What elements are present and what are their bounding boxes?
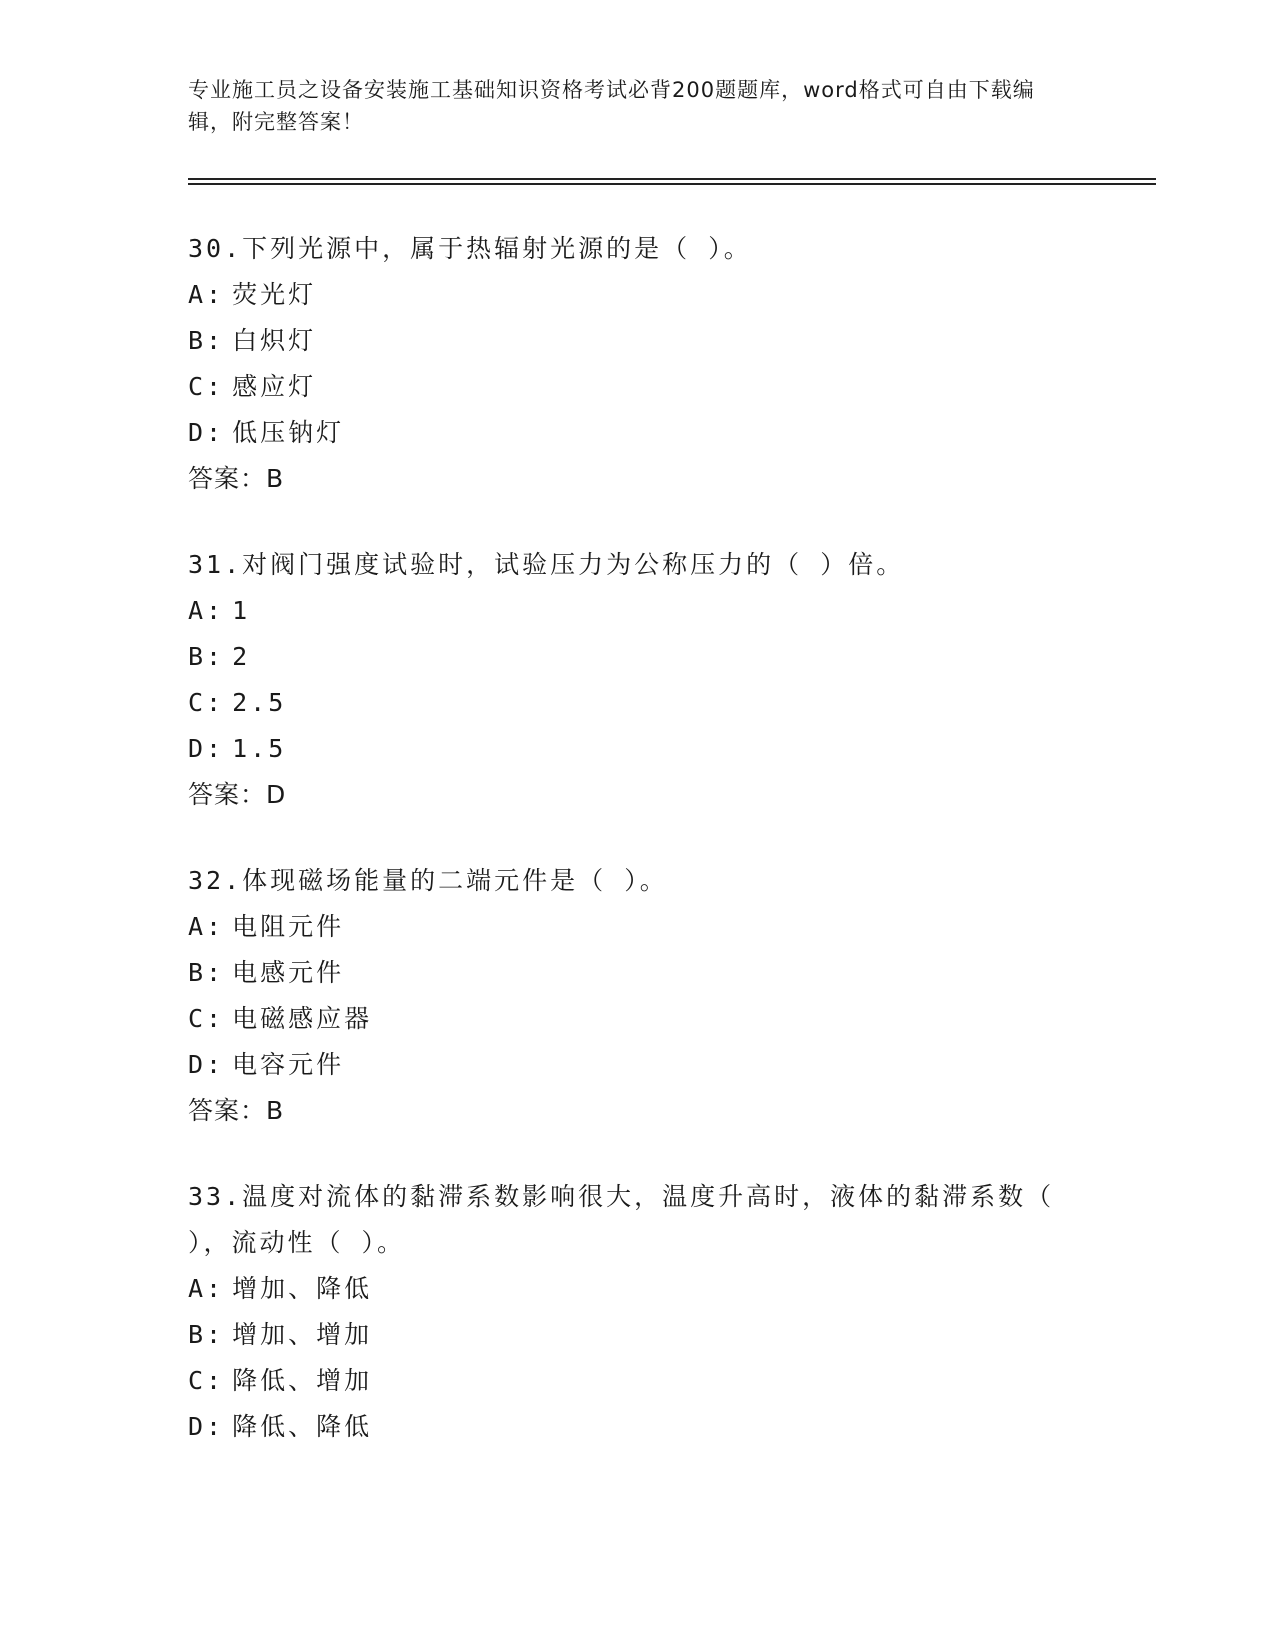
question-31 [188,542,1088,818]
option-d [188,726,1088,772]
option-text: 2 [232,642,251,671]
option-a [188,1266,1068,1312]
option-text: 电阻元件 [232,912,345,941]
option-key: B: [188,642,225,671]
option-text: 1.5 [232,734,287,763]
option-text: 降低、增加 [232,1366,373,1395]
option-text: 电磁感应器 [232,1004,373,1033]
option-text: 低压钠灯 [232,418,345,447]
option-a [188,272,1088,318]
option-c [188,364,1088,410]
option-key: A: [188,596,225,625]
option-d [188,1042,1088,1088]
header-divider-bottom [188,183,1156,185]
document-header-title: 专业施工员之设备安装施工基础知识资格考试必背200题题库，word格式可自由下载编辑，附完整答案！ [188,78,1035,134]
option-key: C: [188,1004,225,1033]
option-text: 感应灯 [232,372,317,401]
option-key: C: [188,1366,225,1395]
header-divider-top [188,178,1156,180]
question-33 [188,1174,1068,1450]
answer-label: 答案：D [188,780,287,809]
option-d [188,410,1088,456]
option-text: 降低、降低 [232,1412,373,1441]
option-d [188,1404,1068,1450]
option-key: A: [188,912,225,941]
answer-label: 答案：B [188,1096,285,1125]
option-a [188,904,1088,950]
option-text: 电感元件 [232,958,345,987]
option-b [188,318,1088,364]
option-key: B: [188,1320,225,1349]
option-key: D: [188,1050,225,1079]
question-stem: 31.对阀门强度试验时，试验压力为公称压力的（ ）倍。 [188,550,905,579]
option-a [188,588,1088,634]
option-b [188,634,1088,680]
option-key: C: [188,688,225,717]
option-key: D: [188,734,225,763]
answer-label: 答案：B [188,464,285,493]
question-stem: 32.体现磁场能量的二端元件是（ ）。 [188,866,668,895]
option-text: 增加、增加 [232,1320,373,1349]
option-b [188,1312,1068,1358]
option-text: 2.5 [232,688,287,717]
question-30 [188,226,1088,502]
option-c [188,996,1088,1042]
question-stem: 33.温度对流体的黏滞系数影响很大，温度升高时，液体的黏滞系数（ ），流动性（ ）。 [188,1182,1055,1257]
option-text: 白炽灯 [232,326,317,355]
question-stem: 30.下列光源中，属于热辐射光源的是（ ）。 [188,234,752,263]
option-c [188,1358,1068,1404]
option-key: B: [188,326,225,355]
option-text: 增加、降低 [232,1274,373,1303]
option-text: 1 [232,596,251,625]
option-key: D: [188,418,225,447]
option-text: 电容元件 [232,1050,345,1079]
option-key: B: [188,958,225,987]
option-b [188,950,1088,996]
option-key: D: [188,1412,225,1441]
option-key: A: [188,280,225,309]
question-32 [188,858,1088,1134]
option-key: A: [188,1274,225,1303]
option-key: C: [188,372,225,401]
option-c [188,680,1088,726]
option-text: 荧光灯 [232,280,317,309]
